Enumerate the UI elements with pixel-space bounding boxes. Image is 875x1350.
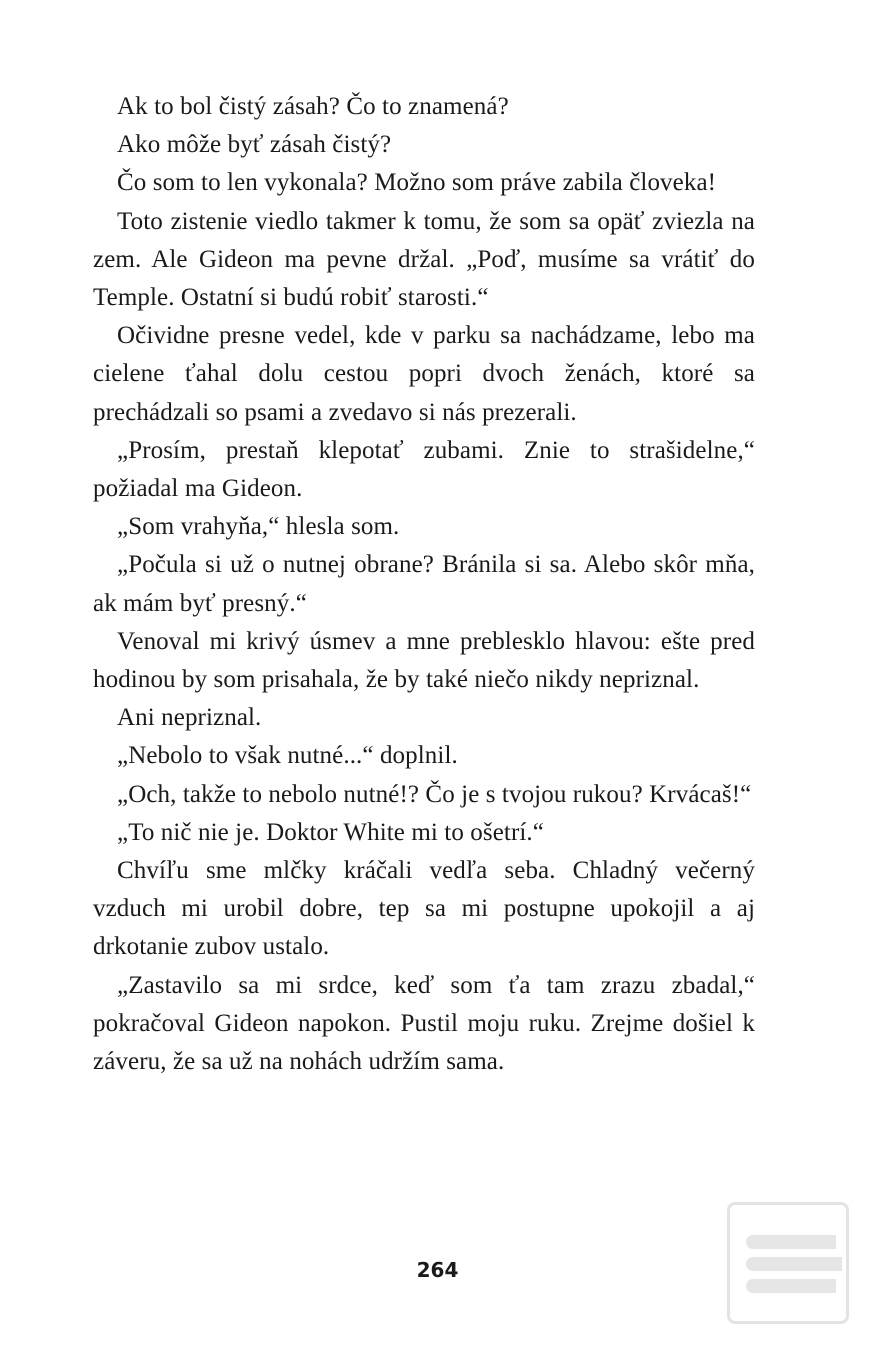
paragraph: „Zastavilo sa mi srdce, keď som ťa tam zrazu zbadal,“ pokračoval Gideon napokon. Pustil moju ruku. Zrejme došiel k záveru, že sa už na nohách udržím sama. (93, 971, 755, 1076)
paragraph: Očividne presne vedel, kde v parku sa nachádzame, lebo ma cielene ťahal dolu cestou popri dvoch ženách, ktoré sa prechádzali so psami a zvedavo si nás prezerali. (93, 322, 755, 426)
paragraph: „To nič nie je. Doktor White mi to ošetrí.“ (117, 818, 544, 846)
paragraph: Ak to bol čistý zásah? Čo to znamená? (117, 93, 509, 120)
paragraph: „Prosím, prestaň klepotať zubami. Znie to strašidelne,“ požiadal ma Gideon. (93, 436, 755, 503)
paragraph: „Och, takže to nebolo nutné!? Čo je s tvojou rukou? Krvácaš!“ (117, 780, 752, 808)
paragraph: „Nebolo to však nutné...“ doplnil. (117, 742, 458, 770)
paragraph: Chvíľu sme mlčky kráčali vedľa seba. Chladný večerný vzduch mi urobil dobre, tep sa mi postupne upokojil a aj drkotanie zubov ustalo. (93, 857, 755, 961)
book-stack-icon (727, 1202, 849, 1324)
paragraph: „Som vrahyňa,“ hlesla som. (117, 513, 400, 541)
paragraph: Ani nepriznal. (117, 704, 262, 732)
page-number: 264 (416, 1258, 459, 1282)
paragraph: Ako môže byť zásah čistý? (117, 131, 392, 159)
paragraph: Toto zistenie viedlo takmer k tomu, že som sa opäť zviezla na zem. Ale Gideon ma pevne držal. „Poď, musíme sa vrátiť do Temple. Ostatní si budú robiť starosti.“ (93, 207, 755, 312)
paragraph: Venoval mi krivý úsmev a mne preblesklo hlavou: ešte pred hodinou by som prisahala, že by také niečo nikdy nepriznal. (93, 627, 755, 694)
paragraph: Čo som to len vykonala? Možno som práve zabila človeka! (117, 169, 717, 197)
paragraph: „Počula si už o nutnej obrane? Bránila si sa. Alebo skôr mňa, ak mám byť presný.“ (93, 551, 755, 617)
body-text (93, 88, 755, 1081)
